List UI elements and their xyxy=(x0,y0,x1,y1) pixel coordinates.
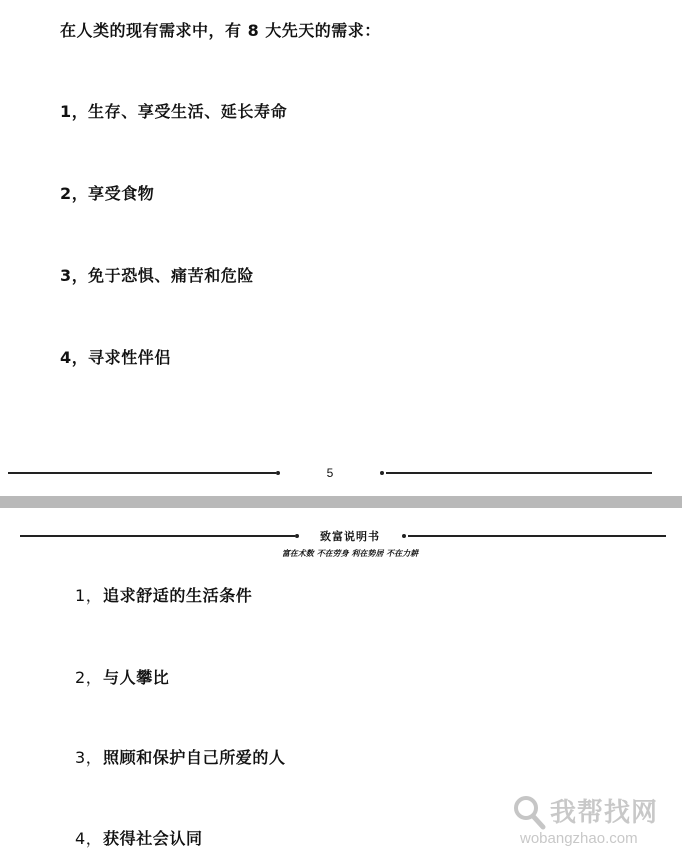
list-item-text: 享受食物 xyxy=(88,184,155,203)
list-item-text: 获得社会认同 xyxy=(103,829,203,848)
list-item xyxy=(75,583,252,606)
header-rule-left xyxy=(20,535,295,537)
footer-rule-dot xyxy=(380,471,384,475)
list-item-text: 生存、享受生活、延长寿命 xyxy=(88,102,288,121)
list-item-number: 3， xyxy=(60,266,89,285)
header-rule-dot xyxy=(295,534,299,538)
list-item-number: 2， xyxy=(60,184,89,203)
list-item xyxy=(60,181,154,204)
list-item-text: 免于恐惧、痛苦和危险 xyxy=(88,266,255,285)
page-separator xyxy=(0,496,682,508)
header-rule-right xyxy=(408,535,666,537)
list-item-text: 寻求性伴侣 xyxy=(88,348,172,367)
header-title: 致富说明书 xyxy=(320,530,380,543)
list-item-number: 1， xyxy=(60,102,89,121)
list-item-number: 3， xyxy=(75,748,103,767)
page-number: 5 xyxy=(326,466,334,480)
watermark-url: wobangzhao.com xyxy=(520,830,638,847)
list-item xyxy=(60,99,287,122)
list-item-number: 1， xyxy=(75,586,103,605)
footer-rule-dot xyxy=(276,471,280,475)
list-item-number: 2， xyxy=(75,668,103,687)
footer-rule-left xyxy=(8,472,276,474)
header-motto: 富在术数 不在劳身 利在势居 不在力耕 xyxy=(281,548,419,558)
watermark xyxy=(510,788,670,852)
list-item-number: 4， xyxy=(60,348,89,367)
list-item xyxy=(75,745,286,768)
header-rule-dot xyxy=(402,534,406,538)
list-item-text: 照顾和保护自己所爱的人 xyxy=(103,748,286,767)
list-item-number: 4， xyxy=(75,829,103,848)
list-item xyxy=(60,345,171,368)
list-item-text: 追求舒适的生活条件 xyxy=(103,586,253,605)
list-item-text: 与人攀比 xyxy=(103,668,170,687)
footer-rule-right xyxy=(386,472,652,474)
watermark-text: 我帮找网 xyxy=(550,798,659,828)
list-item xyxy=(75,665,169,688)
list-item xyxy=(60,263,254,286)
list-item xyxy=(75,826,203,849)
intro-text: 在人类的现有需求中，有 8 大先天的需求： xyxy=(60,21,381,40)
magnifier-icon xyxy=(512,794,546,834)
